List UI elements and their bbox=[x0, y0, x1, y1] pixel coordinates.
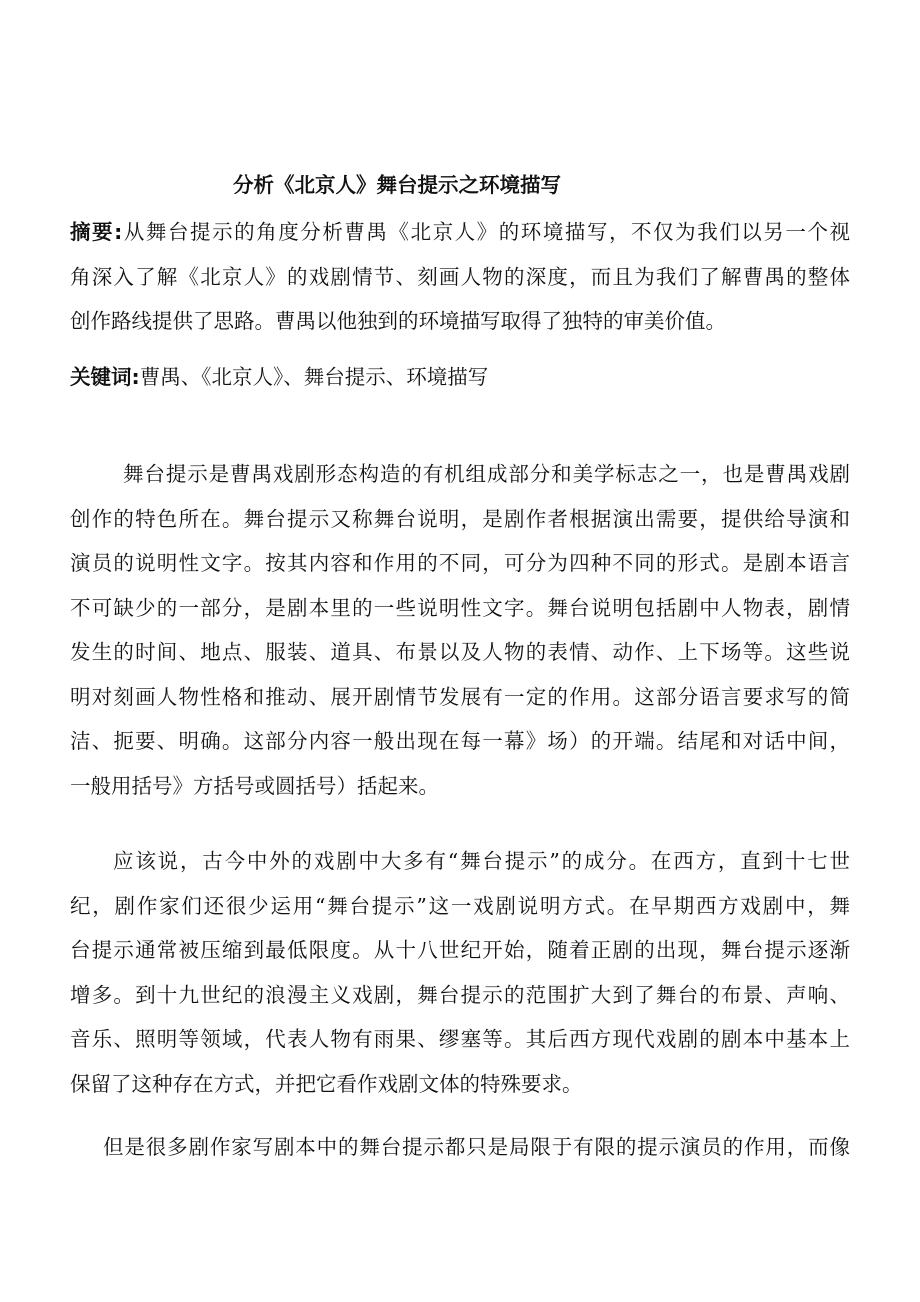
abstract-text: 从舞台提示的角度分析曹禺《北京人》的环境描写，不仅为我们以另一个视 bbox=[122, 220, 851, 244]
paragraph-line: 增多。到十九世纪的浪漫主义戏剧，舞台提示的范围扩大到了舞台的布景、声响、 bbox=[70, 982, 850, 1007]
document-title: 分析《北京人》舞台提示之环境描写 bbox=[233, 173, 561, 197]
body-paragraph-3 bbox=[70, 1125, 850, 1170]
abstract-line bbox=[70, 210, 850, 255]
keywords-text: 曹禺、《北京人》、舞台提示、环境描写 bbox=[139, 365, 489, 389]
paragraph-line: 应该说，古今中外的戏剧中大多有“舞台提示”的成分。在西方，直到十七世 bbox=[113, 849, 850, 873]
paragraph-line: 保留了这种存在方式，并把它看作戏剧文体的特殊要求。 bbox=[70, 1071, 583, 1096]
paragraph-line: 但是很多剧作家写剧本中的舞台提示都只是局限于有限的提示演员的作用，而像 bbox=[103, 1135, 850, 1159]
paragraph-line: 创作的特色所在。舞台提示又称舞台说明，是剧作者根据演出需要，提供给导演和 bbox=[70, 506, 850, 531]
abstract-section bbox=[70, 210, 850, 344]
abstract-line: 角深入了解《北京人》的戏剧情节、刻画人物的深度，而且为我们了解曹禺的整体 bbox=[70, 264, 850, 289]
paragraph-line: 一般用括号》方括号或圆括号）括起来。 bbox=[70, 773, 439, 798]
body-paragraph-2 bbox=[70, 839, 850, 1106]
paragraph-line: 明对刻画人物性格和推动、展开剧情节发展有一定的作用。这部分语言要求写的简 bbox=[70, 684, 850, 709]
keywords-line bbox=[70, 355, 850, 400]
paragraph-line: 舞台提示是曹禺戏剧形态构造的有机组成部分和美学标志之一，也是曹禺戏剧 bbox=[123, 462, 850, 486]
paragraph-line: 音乐、照明等领域，代表人物有雨果、缪塞等。其后西方现代戏剧的剧本中基本上 bbox=[70, 1027, 850, 1051]
paragraph-line: 不可缺少的一部分，是剧本里的一些说明性文字。舞台说明包括剧中人物表，剧情 bbox=[70, 595, 850, 620]
paragraph-line: 发生的时间、地点、服装、道具、布景以及人物的表情、动作、上下场等。这些说 bbox=[70, 640, 850, 664]
paragraph-line: 纪，剧作家们还很少运用“舞台提示”这一戏剧说明方式。在早期西方戏剧中，舞 bbox=[70, 893, 850, 918]
keywords-label: 关键词: bbox=[70, 365, 140, 389]
paragraph-line: 洁、扼要、明确。这部分内容一般出现在每一幕》场）的开端。结尾和对话中间， bbox=[70, 729, 850, 753]
abstract-line: 创作路线提供了思路。曹禺以他独到的环境描写取得了独特的审美价值。 bbox=[70, 309, 726, 333]
body-paragraph-1 bbox=[70, 452, 850, 808]
paragraph-line: 台提示通常被压缩到最低限度。从十八世纪开始，随着正剧的出现，舞台提示逐渐 bbox=[70, 938, 850, 962]
keywords-section bbox=[70, 355, 850, 400]
abstract-label: 摘要: bbox=[70, 220, 123, 244]
paragraph-line: 演员的说明性文字。按其内容和作用的不同，可分为四种不同的形式。是剧本语言 bbox=[70, 551, 850, 575]
